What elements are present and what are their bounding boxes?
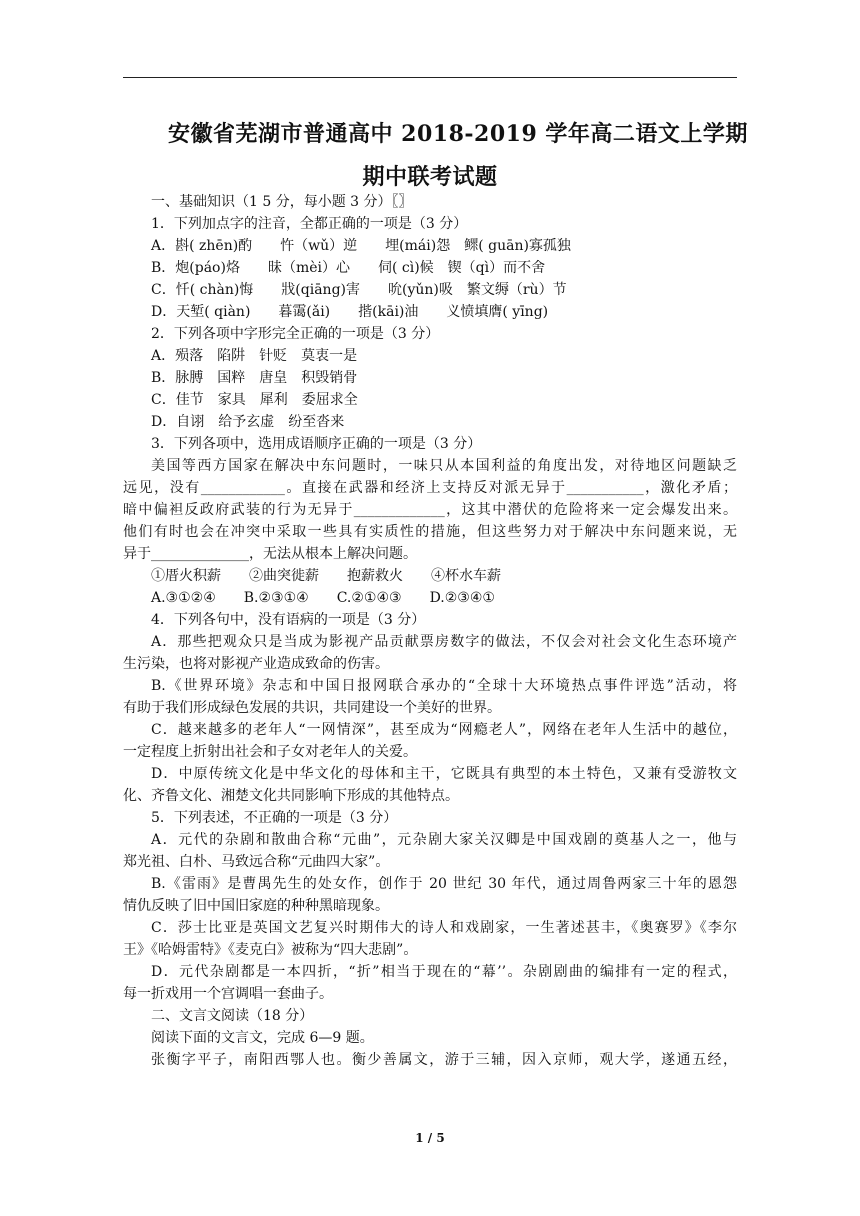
text-line: 情仇反映了旧中国旧家庭的种种黑暗现象。 bbox=[123, 898, 389, 914]
text-line: 1．下列加点字的注音，全都正确的一项是（3 分） bbox=[151, 216, 468, 232]
text-line: C．越来越多的老年人“一网情深”，甚至成为“网瘾老人”，网络在老年人生活中的越位， bbox=[151, 722, 737, 738]
text-line: A．斟( zhēn)酌 忤（wǔ）逆 埋(mái)怨 鳏( guān)寡孤独 bbox=[151, 238, 571, 254]
text-line: 生污染，也将对影视产业造成致命的伤害。 bbox=[123, 656, 389, 672]
text-line: 一定程度上折射出社会和子女对老年人的关爱。 bbox=[123, 744, 417, 760]
document-title-line-1: 安徽省芜湖市普通高中 2018-2019 学年高二语文上学期 bbox=[168, 121, 748, 147]
text-line: D．自诩 给予玄虚 纷至沓来 bbox=[151, 414, 345, 430]
page-number: 1 / 5 bbox=[415, 1131, 445, 1145]
text-line: A．元代的杂剧和散曲合称“元曲”，元杂剧大家关汉卿是中国戏剧的奠基人之一，他与 bbox=[151, 832, 737, 848]
text-line: 每一折戏用一个宫调唱一套曲子。 bbox=[123, 986, 333, 1002]
text-line: C．莎士比亚是英国文艺复兴时期伟大的诗人和戏剧家，一生著述甚丰，《奥赛罗》《李尔 bbox=[151, 920, 737, 936]
text-line: 异于______________，无法从根本上解决问题。 bbox=[123, 546, 417, 562]
text-line: B.《雷雨》是曹禺先生的处女作，创作于 20 世纪 30 年代，通过周鲁两家三十年的恩怨 bbox=[151, 876, 737, 892]
text-line: 4．下列各句中，没有语病的一项是（3 分） bbox=[151, 612, 426, 628]
text-line: B．炮(páo)烙 昧（mèi）心 伺( cì)候 锲（qì）而不舍 bbox=[151, 260, 546, 276]
text-line: 一、基础知识（1 5 分，每小题 3 分）〖〗 bbox=[151, 194, 413, 210]
text-line: 远见，没有____________。直接在武器和经济上支持反对派无异于___________，激化矛盾； bbox=[123, 480, 737, 496]
text-line: ①厝火积薪 ②曲突徙薪 抱薪救火 ④杯水车薪 bbox=[151, 568, 501, 584]
text-line: 阅读下面的文言文，完成 6—9 题。 bbox=[151, 1030, 374, 1046]
text-line: A．殒落 陷阱 针贬 莫衷一是 bbox=[151, 348, 358, 364]
text-line: C．佳节 家具 犀利 委屈求全 bbox=[151, 392, 358, 408]
text-line: 他们有时也会在冲突中采取一些具有实质性的措施，但这些努力对于解决中东问题来说，无 bbox=[123, 524, 737, 540]
text-line: B．脉膊 国粹 唐皇 积毁销骨 bbox=[151, 370, 358, 386]
text-line: B.《世界环境》杂志和中国日报网联合承办的“全球十大环境热点事件评选”活动，将 bbox=[151, 678, 737, 694]
text-line: 2．下列各项中字形完全正确的一项是（3 分） bbox=[151, 326, 440, 342]
text-line: 化、齐鲁文化、湘楚文化共同影响下形成的其他特点。 bbox=[123, 788, 459, 804]
text-line: C．忏( chàn)悔 戕(qiāng)害 吮(yǔn)吸 繁文缛（rù）节 bbox=[151, 282, 567, 298]
text-line: A.③①②④ B.②③①④ C.②①④③ D.②③④① bbox=[151, 590, 495, 606]
text-line: A．那些把观众只是当成为影视产品贡献票房数字的做法，不仅会对社会文化生态环境产 bbox=[151, 634, 737, 650]
text-line: 5．下列表述，不正确的一项是（3 分） bbox=[151, 810, 398, 826]
document-body bbox=[123, 191, 737, 1071]
text-line: 二、文言文阅读（18 分） bbox=[151, 1008, 314, 1024]
text-line: 暗中偏袒反政府武装的行为无异于_____________，这其中潜伏的危险将来一定会爆发出来。 bbox=[123, 502, 737, 518]
text-line: D．元代杂剧都是一本四折，“折”相当于现在的“幕’’。杂剧剧曲的编排有一定的程式， bbox=[151, 964, 737, 980]
text-line: 王》《哈姆雷特》《麦克白》被称为“四大悲剧”。 bbox=[123, 942, 418, 958]
text-line: 张衡字平子，南阳西鄂人也。衡少善属文，游于三辅，因入京师，观大学，遂通五经， bbox=[151, 1052, 737, 1068]
text-line: 3．下列各项中，选用成语顺序正确的一项是（3 分） bbox=[151, 436, 482, 452]
text-line: 美国等西方国家在解决中东问题时，一味只从本国利益的角度出发，对待地区问题缺乏 bbox=[151, 458, 737, 474]
text-line: 郑光祖、白朴、马致远合称“元曲四大家”。 bbox=[123, 854, 390, 870]
document-title-line-2: 期中联考试题 bbox=[362, 164, 498, 190]
header-rule bbox=[123, 77, 737, 78]
text-line: 有助于我们形成绿色发展的共识，共同建设一个美好的世界。 bbox=[123, 700, 501, 716]
text-line: D．中原传统文化是中华文化的母体和主干，它既具有典型的本土特色，又兼有受游牧文 bbox=[151, 766, 737, 782]
text-line: D．天堑( qiàn) 暮霭(ǎi) 揩(kāi)油 义愤填膺( yīng) bbox=[151, 304, 549, 320]
